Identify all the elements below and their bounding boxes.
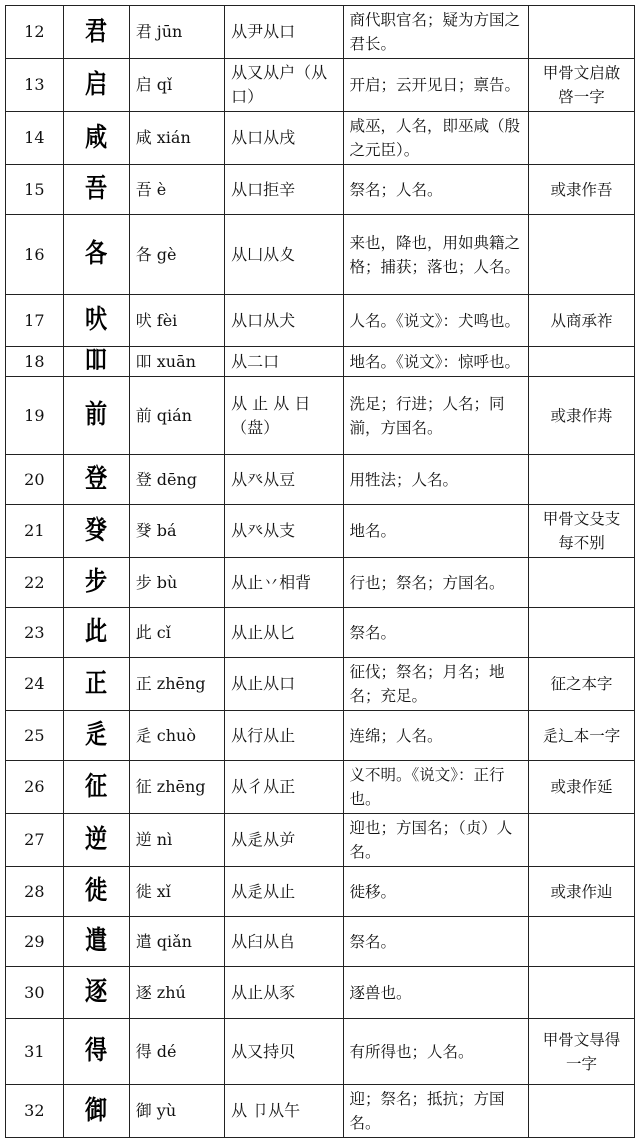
glyph-cell xyxy=(63,761,129,814)
table-row xyxy=(6,608,635,658)
character-reading: 得 dé xyxy=(129,1019,224,1085)
oracle-bone-glyph: 各 xyxy=(85,239,108,269)
table-row xyxy=(6,6,635,59)
row-number: 31 xyxy=(6,1019,64,1085)
table-row xyxy=(6,761,635,814)
note xyxy=(529,6,635,59)
character-reading: 启 qǐ xyxy=(129,59,224,112)
oracle-bone-glyph: 徙 xyxy=(85,876,108,906)
glyph-cell xyxy=(63,6,129,59)
character-reading: 咸 xián xyxy=(129,112,224,165)
oracle-bone-glyph: 登 xyxy=(85,464,108,494)
table-row xyxy=(6,165,635,215)
row-number: 25 xyxy=(6,711,64,761)
glyph-cell xyxy=(63,608,129,658)
table-row xyxy=(6,967,635,1019)
composition: 从凵从夊 xyxy=(225,215,343,295)
character-reading: 逐 zhú xyxy=(129,967,224,1019)
note: 或隶作吾 xyxy=(529,165,635,215)
table-row xyxy=(6,558,635,608)
character-reading: 徙 xǐ xyxy=(129,867,224,917)
oracle-bone-glyph: 咸 xyxy=(85,122,108,153)
row-number: 26 xyxy=(6,761,64,814)
meaning: 祭名。 xyxy=(343,608,529,658)
glyph-cell xyxy=(63,347,129,377)
oracle-bone-glyph: 得 xyxy=(85,1036,108,1066)
composition: 从行从止 xyxy=(225,711,343,761)
character-reading: 此 cǐ xyxy=(129,608,224,658)
oracle-bone-glyph: 逐 xyxy=(85,977,108,1007)
row-number: 28 xyxy=(6,867,64,917)
note xyxy=(529,814,635,867)
character-reading: 前 qián xyxy=(129,377,224,455)
composition: 从止从匕 xyxy=(225,608,343,658)
glyph-cell xyxy=(63,967,129,1019)
glyph-cell xyxy=(63,658,129,711)
composition: 从辵从止 xyxy=(225,867,343,917)
meaning: 商代职官名；疑为方国之君长。 xyxy=(343,6,529,59)
oracle-bone-glyph: 吾 xyxy=(85,174,108,204)
meaning: 有所得也；人名。 xyxy=(343,1019,529,1085)
composition: 从口拒辛 xyxy=(225,165,343,215)
character-reading: 登 dēng xyxy=(129,455,224,505)
glyph-cell xyxy=(63,1085,129,1138)
note: 或隶作延 xyxy=(529,761,635,814)
row-number: 17 xyxy=(6,295,64,347)
row-number: 23 xyxy=(6,608,64,658)
note: 或隶作辿 xyxy=(529,867,635,917)
row-number: 20 xyxy=(6,455,64,505)
meaning: 祭名；人名。 xyxy=(343,165,529,215)
row-number: 27 xyxy=(6,814,64,867)
note: 或隶作歬 xyxy=(529,377,635,455)
note xyxy=(529,608,635,658)
meaning: 开启；云开见日；禀告。 xyxy=(343,59,529,112)
composition: 从口从戌 xyxy=(225,112,343,165)
oracle-bone-glyph: 吠 xyxy=(85,305,108,335)
oracle-bone-glyph: 步 xyxy=(85,567,108,597)
composition: 从彳从正 xyxy=(225,761,343,814)
table-row xyxy=(6,295,635,347)
note xyxy=(529,558,635,608)
row-number: 12 xyxy=(6,6,64,59)
glyph-cell xyxy=(63,1019,129,1085)
meaning: 徙移。 xyxy=(343,867,529,917)
table-row xyxy=(6,215,635,295)
glyph-cell xyxy=(63,215,129,295)
note xyxy=(529,917,635,967)
oracle-bone-glyph: 启 xyxy=(85,69,108,100)
glyph-cell xyxy=(63,165,129,215)
glyph-cell xyxy=(63,505,129,558)
character-reading: 御 yù xyxy=(129,1085,224,1138)
character-reading: 征 zhēng xyxy=(129,761,224,814)
glyph-cell xyxy=(63,112,129,165)
note xyxy=(529,1085,635,1138)
table-row xyxy=(6,347,635,377)
composition: 从二口 xyxy=(225,347,343,377)
oracle-bone-glyph: 癹 xyxy=(85,515,108,546)
row-number: 15 xyxy=(6,165,64,215)
character-reading: 正 zhēng xyxy=(129,658,224,711)
character-table xyxy=(5,5,635,1138)
character-reading: 君 jūn xyxy=(129,6,224,59)
meaning: 迎也；方国名；（贞）人名。 xyxy=(343,814,529,867)
composition: 从止丷相背 xyxy=(225,558,343,608)
oracle-bone-glyph: 遣 xyxy=(85,926,108,956)
note xyxy=(529,455,635,505)
note xyxy=(529,347,635,377)
glyph-cell xyxy=(63,917,129,967)
oracle-bone-glyph: 此 xyxy=(85,617,108,647)
table-row xyxy=(6,1019,635,1085)
table-row xyxy=(6,112,635,165)
table-row xyxy=(6,711,635,761)
table-row xyxy=(6,505,635,558)
meaning: 迎；祭名；抵抗；方国名。 xyxy=(343,1085,529,1138)
meaning: 义不明。《说文》：正行也。 xyxy=(343,761,529,814)
table-row xyxy=(6,377,635,455)
composition: 从 卩从午 xyxy=(225,1085,343,1138)
note: 甲骨文启啟啓一字 xyxy=(529,59,635,112)
row-number: 14 xyxy=(6,112,64,165)
oracle-bone-glyph: 前 xyxy=(85,400,108,430)
table-row xyxy=(6,867,635,917)
note xyxy=(529,967,635,1019)
oracle-bone-glyph: 征 xyxy=(85,771,108,802)
oracle-bone-glyph: 御 xyxy=(85,1095,108,1126)
table-row xyxy=(6,917,635,967)
composition: 从辵从屰 xyxy=(225,814,343,867)
glyph-cell xyxy=(63,455,129,505)
note: 从商承祚 xyxy=(529,295,635,347)
meaning: 祭名。 xyxy=(343,917,529,967)
meaning: 咸巫，人名，即巫咸（殷之元臣）。 xyxy=(343,112,529,165)
meaning: 来也，降也，用如典籍之格；捕获；落也；人名。 xyxy=(343,215,529,295)
row-number: 24 xyxy=(6,658,64,711)
row-number: 19 xyxy=(6,377,64,455)
table-row xyxy=(6,59,635,112)
glyph-cell xyxy=(63,867,129,917)
oracle-bone-glyph: 君 xyxy=(85,16,108,47)
table-row xyxy=(6,658,635,711)
table-row xyxy=(6,455,635,505)
character-reading: 吾 è xyxy=(129,165,224,215)
note: 征之本字 xyxy=(529,658,635,711)
row-number: 29 xyxy=(6,917,64,967)
row-number: 18 xyxy=(6,347,64,377)
glyph-cell xyxy=(63,295,129,347)
table-row xyxy=(6,1085,635,1138)
meaning: 连绵；人名。 xyxy=(343,711,529,761)
row-number: 13 xyxy=(6,59,64,112)
glyph-cell xyxy=(63,377,129,455)
meaning: 洗足；行进；人名；同湔，方国名。 xyxy=(343,377,529,455)
character-reading: 遣 qiǎn xyxy=(129,917,224,967)
row-number: 16 xyxy=(6,215,64,295)
meaning: 地名。《说文》：惊呼也。 xyxy=(343,347,529,377)
composition: 从又持贝 xyxy=(225,1019,343,1085)
composition: 从尹从口 xyxy=(225,6,343,59)
row-number: 32 xyxy=(6,1085,64,1138)
note: 辵辶本一字 xyxy=(529,711,635,761)
composition: 从癶从支 xyxy=(225,505,343,558)
meaning: 人名。《说文》：犬鸣也。 xyxy=(343,295,529,347)
oracle-bone-glyph: 辵 xyxy=(85,720,108,750)
character-reading: 癹 bá xyxy=(129,505,224,558)
character-reading: 吠 fèi xyxy=(129,295,224,347)
meaning: 地名。 xyxy=(343,505,529,558)
note xyxy=(529,215,635,295)
composition: 从止从口 xyxy=(225,658,343,711)
note: 甲骨文殳支每不别 xyxy=(529,505,635,558)
meaning: 征伐；祭名；月名；地名；充足。 xyxy=(343,658,529,711)
composition: 从 止 从 日（盘） xyxy=(225,377,343,455)
row-number: 30 xyxy=(6,967,64,1019)
character-reading: 辵 chuò xyxy=(129,711,224,761)
composition: 从止从豕 xyxy=(225,967,343,1019)
character-reading: 吅 xuān xyxy=(129,347,224,377)
glyph-cell xyxy=(63,59,129,112)
meaning: 行也；祭名；方国名。 xyxy=(343,558,529,608)
oracle-bone-glyph: 逆 xyxy=(85,824,108,855)
note: 甲骨文㝵得一字 xyxy=(529,1019,635,1085)
composition: 从癶从豆 xyxy=(225,455,343,505)
glyph-cell xyxy=(63,558,129,608)
note xyxy=(529,112,635,165)
table-row xyxy=(6,814,635,867)
composition: 从口从犬 xyxy=(225,295,343,347)
oracle-bone-glyph: 吅 xyxy=(85,346,108,376)
meaning: 逐兽也。 xyxy=(343,967,529,1019)
composition: 从臼从𠂤 xyxy=(225,917,343,967)
row-number: 21 xyxy=(6,505,64,558)
meaning: 用牲法；人名。 xyxy=(343,455,529,505)
composition: 从又从户（从口） xyxy=(225,59,343,112)
glyph-cell xyxy=(63,814,129,867)
character-reading: 各 gè xyxy=(129,215,224,295)
glyph-cell xyxy=(63,711,129,761)
character-reading: 逆 nì xyxy=(129,814,224,867)
row-number: 22 xyxy=(6,558,64,608)
oracle-bone-glyph: 正 xyxy=(85,668,108,699)
table-body xyxy=(6,6,635,1138)
character-reading: 步 bù xyxy=(129,558,224,608)
